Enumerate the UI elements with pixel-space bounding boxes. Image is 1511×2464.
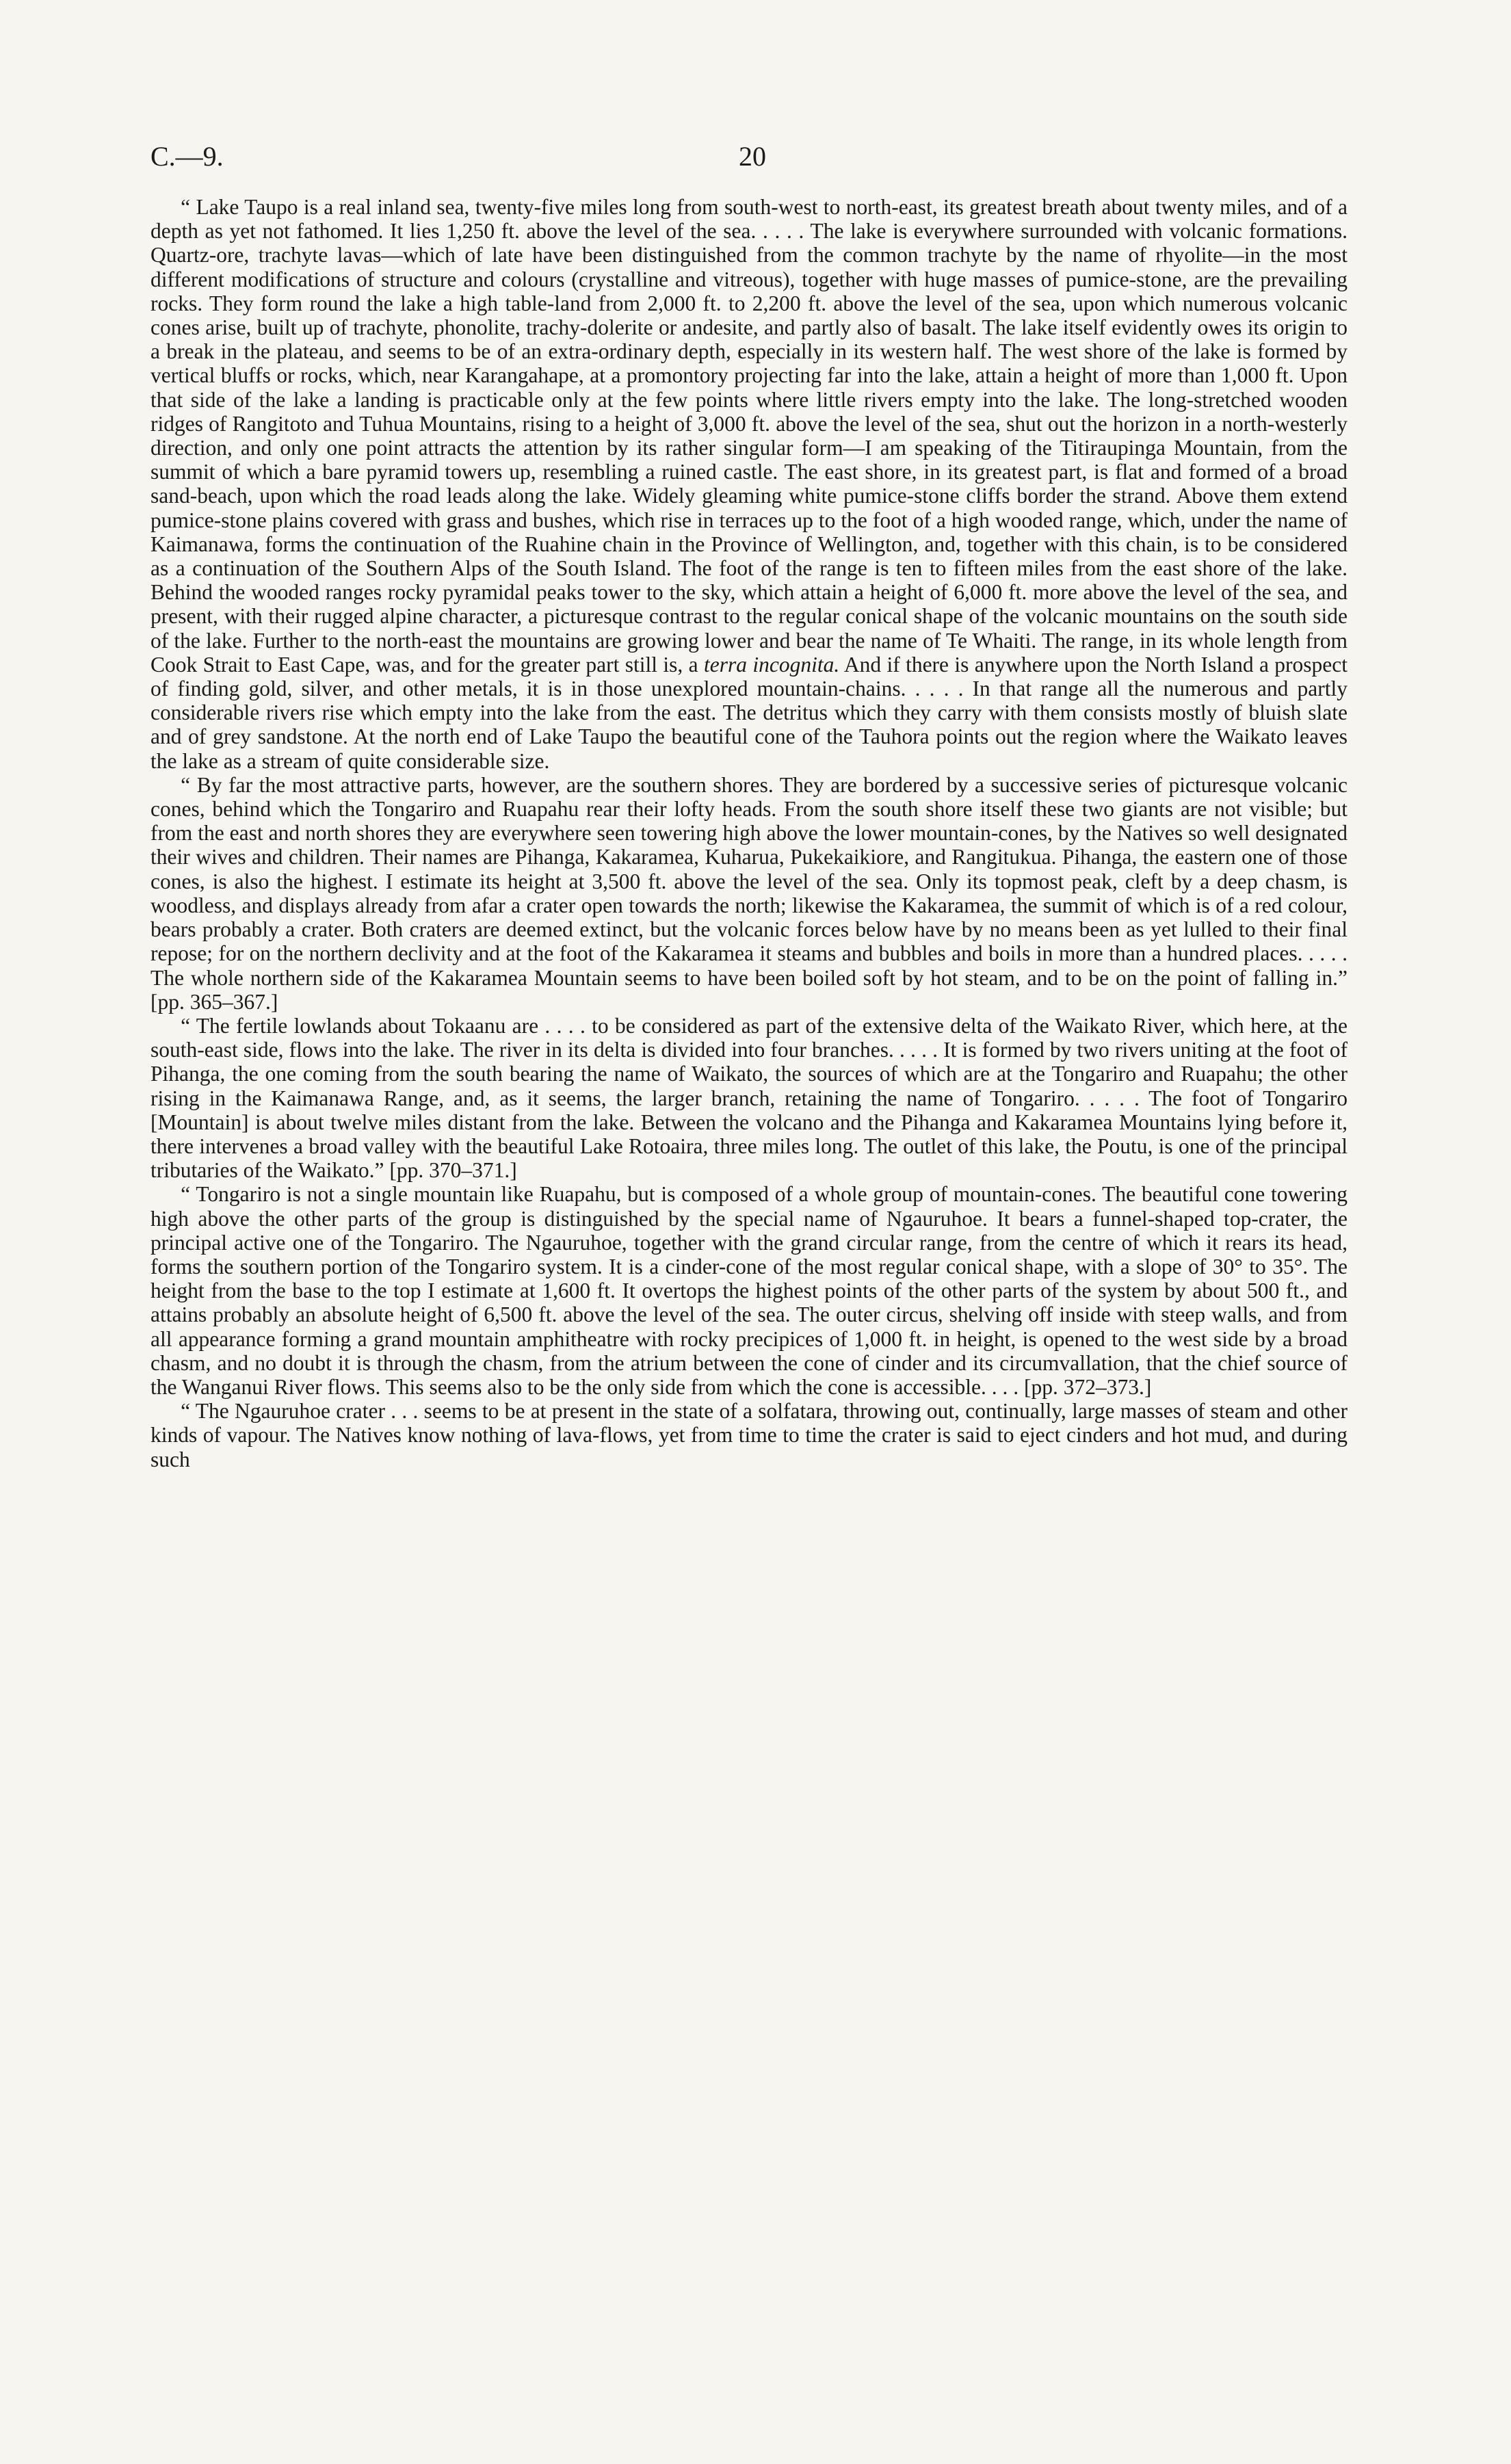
page-number: 20 [739, 141, 766, 172]
document-reference: C.—9. [150, 141, 224, 172]
paragraph-lake-taupo: “ Lake Taupo is a real inland sea, twenty-five miles long from south-west to north-east, its greatest breath about twenty miles, and of a depth as yet not fathomed. It lies 1,250 ft. above the level of the sea. . . . . The lake is everywhere surrounded with volcanic formations. Quartz-ore, trachyte lavas—which of late have been distinguished from the common trachyte by the name of rhyolite—in the most different modifications of structure and colours (crystalline and vitreous), together with huge masses of pumice-stone, are the prevailing rocks. They form round the lake a high table-land from 2,000 ft. to 2,200 ft. above the level of the sea, upon which numerous volcanic cones arise, built up of trachyte, phonolite, trachy-dolerite or andesite, and partly also of basalt. The lake itself evidently owes its origin to a break in the plateau, and seems to be of an extra-ordinary depth, especially in its western half. The west shore of the lake is formed by vertical bluffs or rocks, which, near Karangahape, at a promontory projecting far into the lake, attain a height of more than 1,000 ft. Upon that side of the lake a landing is practicable only at the few points where little rivers empty into the lake. The long-stretched wooden ridges of Rangitoto and Tuhua Mountains, rising to a height of 3,000 ft. above the level of the sea, shut out the horizon in a north-westerly direction, and only one point attracts the attention by its rather singular form—I am speaking of the Titiraupinga Mountain, from the summit of which a bare pyramid towers up, resembling a ruined castle. The east shore, in its greatest part, is flat and formed of a broad sand-beach, upon which the road leads along the lake. Widely gleaming white pumice-stone cliffs border the strand. Above them extend pumice-stone plains covered with grass and bushes, which rise in terraces up to the foot of a high wooded range, which, under the name of Kaimanawa, forms the continuation of the Ruahine chain in the Province of Wellington, and, together with this chain, is to be considered as a continuation of the Southern Alps of the South Island. The foot of the range is ten to fifteen miles from the east shore of the lake. Behind the wooded ranges rocky pyramidal peaks tower to the sky, which attain a height of 6,000 ft. more above the level of the sea, and present, with their rugged alpine character, a picturesque contrast to the regular conical shape of the volcanic mountains on the south side of the lake. Further to the north-east the mountains are growing lower and bear the name of Te Whaiti. The range, in its whole length from Cook Strait to East Cape, was, and for the greater part still is, a terra incognita. And if there is anywhere upon the North Island a prospect of finding gold, silver, and other metals, it is in those unexplored mountain-chains. . . . . In that range all the numerous and partly considerable rivers rise which empty into the lake from the east. The detritus which they carry with them consists mostly of bluish slate and of grey sandstone. At the north end of Lake Taupo the beautiful cone of the Tauhora points out the region where the Waikato leaves the lake as a stream of quite considerable size. [150, 195, 1348, 773]
body-text [150, 195, 1348, 1471]
document-page [150, 140, 1348, 1471]
paragraph-ngauruhoe-crater: “ The Ngauruhoe crater . . . seems to be at present in the state of a solfatara, throwing out, continually, large masses of steam and other kinds of vapour. The Natives know nothing of lava-flows, yet from time to time the crater is said to eject cinders and hot mud, and during such [150, 1399, 1348, 1471]
page-header [150, 140, 1348, 188]
paragraph-tongariro: “ Tongariro is not a single mountain like Ruapahu, but is composed of a whole group of mountain-cones. The beautiful cone towering high above the other parts of the group is distinguished by the special name of Ngauruhoe. It bears a funnel-shaped top-crater, the principal active one of the Tongariro. The Ngauruhoe, together with the grand circular range, from the centre of which it rears its head, forms the southern portion of the Tongariro system. It is a cinder-cone of the most regular conical shape, with a slope of 30° to 35°. The height from the base to the top I estimate at 1,600 ft. It overtops the highest points of the other parts of the system by about 500 ft., and attains probably an absolute height of 6,500 ft. above the level of the sea. The outer circus, shelving off inside with steep walls, and from all appearance forming a grand mountain amphitheatre with rocky precipices of 1,000 ft. in height, is opened to the west side by a broad chasm, and no doubt it is through the chasm, from the atrium between the cone of cinder and its circumvallation, that the chief source of the Wanganui River flows. This seems also to be the only side from which the cone is accessible. . . . [pp. 372–373.] [150, 1182, 1348, 1399]
italic-phrase: terra incognita. [704, 652, 840, 677]
paragraph-southern-shores: “ By far the most attractive parts, however, are the southern shores. They are bordered by a successive series of picturesque volcanic cones, behind which the Tongariro and Ruapahu rear their lofty heads. From the south shore itself these two giants are not visible; but from the east and north shores they are everywhere seen towering high above the lower mountain-cones, by the Natives so well designated their wives and children. Their names are Pihanga, Kakaramea, Kuharua, Pukekaikiore, and Rangitukua. Pihanga, the eastern one of those cones, is also the highest. I estimate its height at 3,500 ft. above the level of the sea. Only its topmost peak, cleft by a deep chasm, is woodless, and displays already from afar a crater open towards the north; likewise the Kakaramea, the summit of which is of a red colour, bears probably a crater. Both craters are deemed extinct, but the volcanic forces below have by no means been as yet lulled to their final repose; for on the northern declivity and at the foot of the Kakaramea it steams and bubbles and boils in more than a hundred places. . . . . The whole northern side of the Kakaramea Mountain seems to have been boiled soft by hot steam, and to be on the point of falling in.” [pp. 365–367.] [150, 772, 1348, 1014]
paragraph-tokaanu-lowlands: “ The fertile lowlands about Tokaanu are . . . . to be considered as part of the extensive delta of the Waikato River, which here, at the south-east side, flows into the lake. The river in its delta is divided into four branches. . . . . It is formed by two rivers uniting at the foot of Pihanga, the one coming from the south bearing the name of Waikato, the sources of which are at the Tongariro and Ruapahu; the other rising in the Kaimanawa Range, and, as it seems, the larger branch, retaining the name of Tongariro. . . . . The foot of Tongariro [Mountain] is about twelve miles distant from the lake. Between the volcano and the Pihanga and Kakaramea Mountains lying before it, there intervenes a broad valley with the beautiful Lake Rotoaira, three miles long. The outlet of this lake, the Poutu, is one of the principal tributaries of the Waikato.” [pp. 370–371.] [150, 1013, 1348, 1183]
